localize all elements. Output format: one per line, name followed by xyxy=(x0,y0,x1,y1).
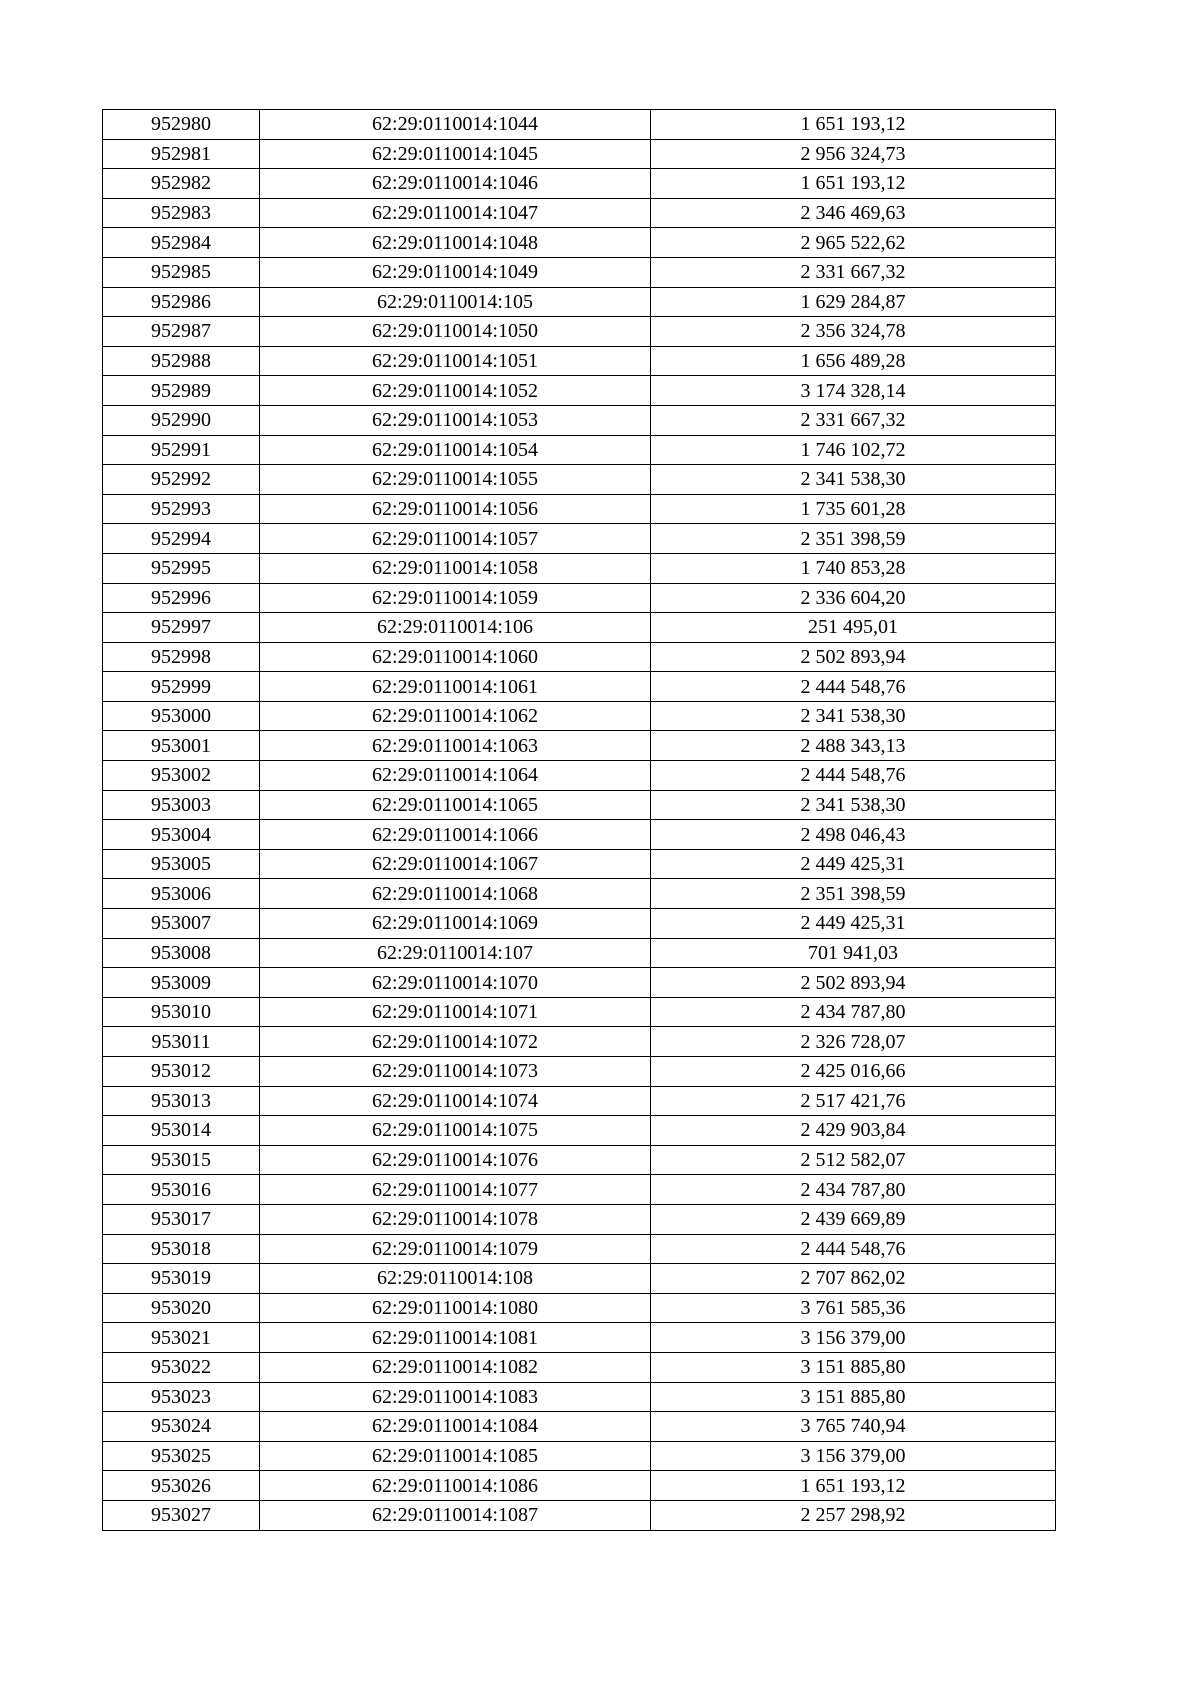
cadastral-number-cell: 62:29:0110014:1080 xyxy=(260,1293,651,1323)
row-number-cell: 953002 xyxy=(103,761,260,791)
cadastral-number-cell: 62:29:0110014:105 xyxy=(260,287,651,317)
cadastral-value-cell: 2 341 538,30 xyxy=(651,701,1056,731)
row-number-cell: 953015 xyxy=(103,1145,260,1175)
table-row xyxy=(103,1175,1056,1205)
row-number-cell: 952998 xyxy=(103,642,260,672)
cadastral-number-cell: 62:29:0110014:1060 xyxy=(260,642,651,672)
table-row xyxy=(103,1323,1056,1353)
cadastral-value-cell: 1 629 284,87 xyxy=(651,287,1056,317)
cadastral-value-cell: 2 956 324,73 xyxy=(651,139,1056,169)
cadastral-value-cell: 2 257 298,92 xyxy=(651,1500,1056,1530)
cadastral-value-cell: 2 425 016,66 xyxy=(651,1057,1056,1087)
cadastral-value-cell: 3 156 379,00 xyxy=(651,1441,1056,1471)
table-row xyxy=(103,1204,1056,1234)
table-row xyxy=(103,1471,1056,1501)
cadastral-value-cell: 701 941,03 xyxy=(651,938,1056,968)
cadastral-number-cell: 62:29:0110014:1075 xyxy=(260,1116,651,1146)
table-row xyxy=(103,583,1056,613)
table-row xyxy=(103,1500,1056,1530)
table-body xyxy=(103,110,1056,1531)
table-row xyxy=(103,1234,1056,1264)
cadastral-value-cell: 2 336 604,20 xyxy=(651,583,1056,613)
table-row xyxy=(103,1293,1056,1323)
cadastral-value-cell: 2 341 538,30 xyxy=(651,465,1056,495)
table-row xyxy=(103,465,1056,495)
row-number-cell: 952994 xyxy=(103,524,260,554)
row-number-cell: 953011 xyxy=(103,1027,260,1057)
table-row xyxy=(103,139,1056,169)
cadastral-number-cell: 62:29:0110014:1077 xyxy=(260,1175,651,1205)
row-number-cell: 953017 xyxy=(103,1204,260,1234)
cadastral-number-cell: 62:29:0110014:106 xyxy=(260,613,651,643)
table-row xyxy=(103,405,1056,435)
table-row xyxy=(103,494,1056,524)
cadastral-number-cell: 62:29:0110014:1082 xyxy=(260,1352,651,1382)
cadastral-number-cell: 62:29:0110014:1053 xyxy=(260,405,651,435)
cadastral-value-cell: 2 331 667,32 xyxy=(651,405,1056,435)
row-number-cell: 952986 xyxy=(103,287,260,317)
row-number-cell: 953019 xyxy=(103,1264,260,1294)
row-number-cell: 952993 xyxy=(103,494,260,524)
row-number-cell: 953014 xyxy=(103,1116,260,1146)
table-row xyxy=(103,228,1056,258)
table-row xyxy=(103,553,1056,583)
row-number-cell: 953009 xyxy=(103,968,260,998)
table-row xyxy=(103,1086,1056,1116)
table-row xyxy=(103,1264,1056,1294)
cadastral-number-cell: 62:29:0110014:1078 xyxy=(260,1204,651,1234)
table-row xyxy=(103,257,1056,287)
row-number-cell: 953003 xyxy=(103,790,260,820)
table-row xyxy=(103,968,1056,998)
cadastral-value-cell: 2 488 343,13 xyxy=(651,731,1056,761)
cadastral-number-cell: 62:29:0110014:1050 xyxy=(260,317,651,347)
table-row xyxy=(103,524,1056,554)
cadastral-number-cell: 62:29:0110014:1081 xyxy=(260,1323,651,1353)
row-number-cell: 953018 xyxy=(103,1234,260,1264)
cadastral-number-cell: 62:29:0110014:1057 xyxy=(260,524,651,554)
cadastral-number-cell: 62:29:0110014:1058 xyxy=(260,553,651,583)
cadastral-value-cell: 2 429 903,84 xyxy=(651,1116,1056,1146)
table-row xyxy=(103,1441,1056,1471)
cadastral-value-cell: 1 651 193,12 xyxy=(651,169,1056,199)
cadastral-number-cell: 62:29:0110014:1056 xyxy=(260,494,651,524)
cadastral-number-cell: 62:29:0110014:1079 xyxy=(260,1234,651,1264)
cadastral-number-cell: 62:29:0110014:1051 xyxy=(260,346,651,376)
row-number-cell: 952987 xyxy=(103,317,260,347)
cadastral-number-cell: 62:29:0110014:1059 xyxy=(260,583,651,613)
cadastral-number-cell: 62:29:0110014:1061 xyxy=(260,672,651,702)
cadastral-number-cell: 62:29:0110014:1062 xyxy=(260,701,651,731)
table-row xyxy=(103,287,1056,317)
table-row xyxy=(103,820,1056,850)
table-row xyxy=(103,435,1056,465)
row-number-cell: 953024 xyxy=(103,1412,260,1442)
row-number-cell: 953010 xyxy=(103,997,260,1027)
cadastral-number-cell: 62:29:0110014:1066 xyxy=(260,820,651,850)
cadastral-value-cell: 2 356 324,78 xyxy=(651,317,1056,347)
table-row xyxy=(103,731,1056,761)
cadastral-value-cell: 2 502 893,94 xyxy=(651,642,1056,672)
table-row xyxy=(103,613,1056,643)
row-number-cell: 952984 xyxy=(103,228,260,258)
cadastral-number-cell: 62:29:0110014:1074 xyxy=(260,1086,651,1116)
cadastral-value-cell: 2 326 728,07 xyxy=(651,1027,1056,1057)
cadastral-value-cell: 2 512 582,07 xyxy=(651,1145,1056,1175)
cadastral-value-cell: 3 151 885,80 xyxy=(651,1382,1056,1412)
cadastral-value-cell: 2 449 425,31 xyxy=(651,909,1056,939)
row-number-cell: 952983 xyxy=(103,198,260,228)
cadastral-value-cell: 2 965 522,62 xyxy=(651,228,1056,258)
table-row xyxy=(103,997,1056,1027)
table-row xyxy=(103,1116,1056,1146)
row-number-cell: 952988 xyxy=(103,346,260,376)
cadastral-value-cell: 2 444 548,76 xyxy=(651,761,1056,791)
row-number-cell: 953008 xyxy=(103,938,260,968)
cadastral-value-cell: 3 151 885,80 xyxy=(651,1352,1056,1382)
table-row xyxy=(103,169,1056,199)
cadastral-number-cell: 62:29:0110014:1085 xyxy=(260,1441,651,1471)
cadastral-number-cell: 62:29:0110014:1045 xyxy=(260,139,651,169)
cadastral-value-cell: 1 651 193,12 xyxy=(651,110,1056,140)
cadastral-number-cell: 62:29:0110014:108 xyxy=(260,1264,651,1294)
cadastral-value-cell: 2 517 421,76 xyxy=(651,1086,1056,1116)
cadastral-value-cell: 1 735 601,28 xyxy=(651,494,1056,524)
cadastral-value-table xyxy=(102,109,1056,1531)
cadastral-number-cell: 62:29:0110014:1048 xyxy=(260,228,651,258)
row-number-cell: 952989 xyxy=(103,376,260,406)
table-row xyxy=(103,790,1056,820)
table-row xyxy=(103,1352,1056,1382)
cadastral-number-cell: 62:29:0110014:1070 xyxy=(260,968,651,998)
table-row xyxy=(103,701,1056,731)
row-number-cell: 953007 xyxy=(103,909,260,939)
cadastral-value-cell: 2 351 398,59 xyxy=(651,524,1056,554)
row-number-cell: 953016 xyxy=(103,1175,260,1205)
cadastral-number-cell: 62:29:0110014:1065 xyxy=(260,790,651,820)
cadastral-value-cell: 1 656 489,28 xyxy=(651,346,1056,376)
row-number-cell: 952992 xyxy=(103,465,260,495)
cadastral-value-cell: 3 174 328,14 xyxy=(651,376,1056,406)
row-number-cell: 953021 xyxy=(103,1323,260,1353)
table-row xyxy=(103,642,1056,672)
cadastral-value-cell: 2 498 046,43 xyxy=(651,820,1056,850)
row-number-cell: 953001 xyxy=(103,731,260,761)
row-number-cell: 952982 xyxy=(103,169,260,199)
cadastral-number-cell: 62:29:0110014:1071 xyxy=(260,997,651,1027)
table-row xyxy=(103,938,1056,968)
cadastral-number-cell: 62:29:0110014:1064 xyxy=(260,761,651,791)
cadastral-number-cell: 62:29:0110014:1067 xyxy=(260,849,651,879)
cadastral-number-cell: 62:29:0110014:1047 xyxy=(260,198,651,228)
table-row xyxy=(103,849,1056,879)
cadastral-value-cell: 2 346 469,63 xyxy=(651,198,1056,228)
cadastral-number-cell: 62:29:0110014:1086 xyxy=(260,1471,651,1501)
table-row xyxy=(103,1027,1056,1057)
row-number-cell: 953020 xyxy=(103,1293,260,1323)
row-number-cell: 952990 xyxy=(103,405,260,435)
cadastral-value-cell: 2 707 862,02 xyxy=(651,1264,1056,1294)
cadastral-value-cell: 2 341 538,30 xyxy=(651,790,1056,820)
cadastral-number-cell: 62:29:0110014:1068 xyxy=(260,879,651,909)
table-row xyxy=(103,1382,1056,1412)
cadastral-value-cell: 3 156 379,00 xyxy=(651,1323,1056,1353)
table-row xyxy=(103,317,1056,347)
cadastral-value-cell: 3 765 740,94 xyxy=(651,1412,1056,1442)
row-number-cell: 952991 xyxy=(103,435,260,465)
table-row xyxy=(103,198,1056,228)
row-number-cell: 953023 xyxy=(103,1382,260,1412)
row-number-cell: 953026 xyxy=(103,1471,260,1501)
cadastral-value-cell: 2 444 548,76 xyxy=(651,672,1056,702)
cadastral-value-cell: 1 746 102,72 xyxy=(651,435,1056,465)
cadastral-number-cell: 62:29:0110014:1069 xyxy=(260,909,651,939)
row-number-cell: 953000 xyxy=(103,701,260,731)
table-row xyxy=(103,1145,1056,1175)
row-number-cell: 952996 xyxy=(103,583,260,613)
row-number-cell: 953027 xyxy=(103,1500,260,1530)
cadastral-number-cell: 62:29:0110014:107 xyxy=(260,938,651,968)
table-row xyxy=(103,376,1056,406)
row-number-cell: 953025 xyxy=(103,1441,260,1471)
cadastral-value-cell: 3 761 585,36 xyxy=(651,1293,1056,1323)
cadastral-number-cell: 62:29:0110014:1055 xyxy=(260,465,651,495)
table-row xyxy=(103,672,1056,702)
cadastral-number-cell: 62:29:0110014:1076 xyxy=(260,1145,651,1175)
table-row xyxy=(103,346,1056,376)
cadastral-value-cell: 2 449 425,31 xyxy=(651,849,1056,879)
cadastral-value-cell: 2 502 893,94 xyxy=(651,968,1056,998)
cadastral-value-cell: 2 434 787,80 xyxy=(651,997,1056,1027)
row-number-cell: 953006 xyxy=(103,879,260,909)
cadastral-number-cell: 62:29:0110014:1054 xyxy=(260,435,651,465)
cadastral-value-cell: 2 434 787,80 xyxy=(651,1175,1056,1205)
cadastral-number-cell: 62:29:0110014:1063 xyxy=(260,731,651,761)
cadastral-number-cell: 62:29:0110014:1072 xyxy=(260,1027,651,1057)
row-number-cell: 952980 xyxy=(103,110,260,140)
cadastral-value-cell: 2 351 398,59 xyxy=(651,879,1056,909)
row-number-cell: 953004 xyxy=(103,820,260,850)
table-row xyxy=(103,1057,1056,1087)
table-row xyxy=(103,1412,1056,1442)
row-number-cell: 952999 xyxy=(103,672,260,702)
table-row xyxy=(103,909,1056,939)
cadastral-value-cell: 1 740 853,28 xyxy=(651,553,1056,583)
row-number-cell: 953022 xyxy=(103,1352,260,1382)
cadastral-number-cell: 62:29:0110014:1083 xyxy=(260,1382,651,1412)
cadastral-number-cell: 62:29:0110014:1084 xyxy=(260,1412,651,1442)
row-number-cell: 952985 xyxy=(103,257,260,287)
cadastral-number-cell: 62:29:0110014:1087 xyxy=(260,1500,651,1530)
cadastral-number-cell: 62:29:0110014:1044 xyxy=(260,110,651,140)
cadastral-number-cell: 62:29:0110014:1049 xyxy=(260,257,651,287)
table-row xyxy=(103,879,1056,909)
row-number-cell: 953012 xyxy=(103,1057,260,1087)
cadastral-value-cell: 1 651 193,12 xyxy=(651,1471,1056,1501)
row-number-cell: 953013 xyxy=(103,1086,260,1116)
cadastral-value-cell: 2 439 669,89 xyxy=(651,1204,1056,1234)
row-number-cell: 952997 xyxy=(103,613,260,643)
cadastral-number-cell: 62:29:0110014:1046 xyxy=(260,169,651,199)
cadastral-value-cell: 2 444 548,76 xyxy=(651,1234,1056,1264)
row-number-cell: 952995 xyxy=(103,553,260,583)
table-row xyxy=(103,761,1056,791)
cadastral-value-cell: 251 495,01 xyxy=(651,613,1056,643)
row-number-cell: 953005 xyxy=(103,849,260,879)
cadastral-value-cell: 2 331 667,32 xyxy=(651,257,1056,287)
table-row xyxy=(103,110,1056,140)
cadastral-number-cell: 62:29:0110014:1073 xyxy=(260,1057,651,1087)
row-number-cell: 952981 xyxy=(103,139,260,169)
cadastral-number-cell: 62:29:0110014:1052 xyxy=(260,376,651,406)
